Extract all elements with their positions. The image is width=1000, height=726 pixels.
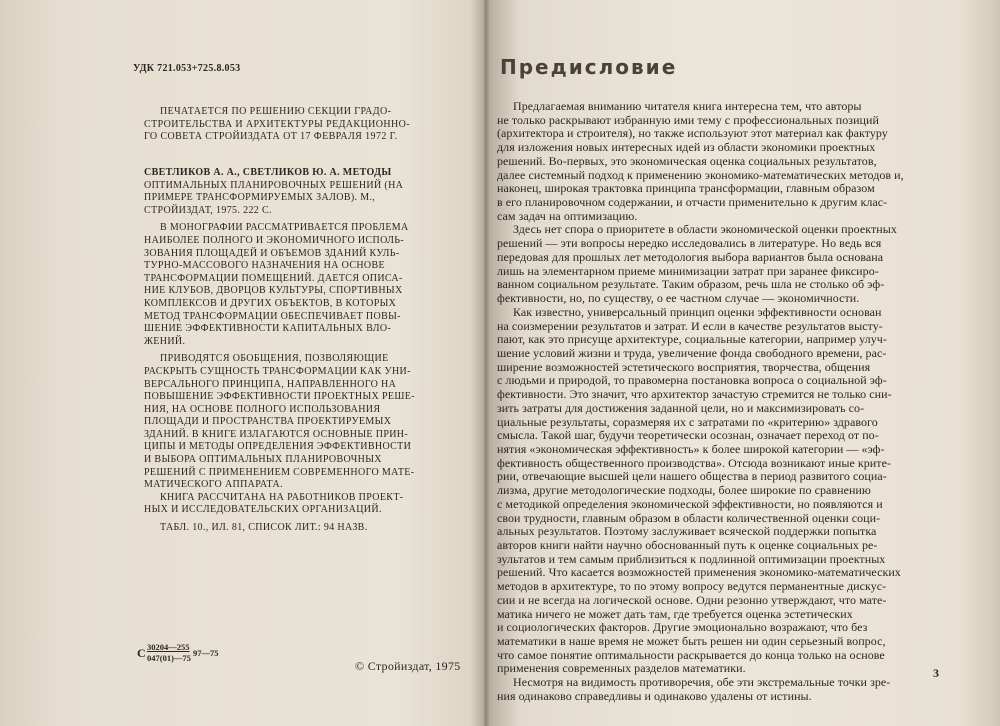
abstract-2-line: РАСКРЫТЬ СУЩНОСТЬ ТРАНСФОРМАЦИИ КАК УНИ- [144, 365, 411, 377]
abstract-paragraph-1 [144, 222, 409, 348]
preface-line: смысла. Такой шаг, будучи теоретически осознан, означает переход от по- [497, 429, 879, 443]
preface-paragraph [497, 223, 942, 305]
page-number: 3 [933, 666, 939, 680]
preface-line: в его планировочном содержании, и отчасти применительно к другим клас- [497, 196, 888, 210]
book-stats: ТАБЛ. 10., ИЛ. 81, СПИСОК ЛИТ.: 94 НАЗВ. [160, 522, 368, 534]
preface-line: рии, отвечающие высшей цели нашего общества в период развитого социа- [497, 470, 887, 484]
preface-line: на соизмерении результатов и затрат. И если в качестве результатов высту- [497, 319, 883, 333]
preface-line: не только раскрывают избранную ими тему с профессиональных позиций [497, 113, 879, 127]
preface-line: далее системный подход к применению экономико-математических методов и, [497, 168, 904, 182]
preface-line: альных результатов. Поэтому заслуживает всяческой поддержки попытка [497, 525, 877, 539]
abstract-1-line: ТРАНСФОРМАЦИИ ПОМЕЩЕНИЙ. ДАЕТСЯ ОПИСА- [144, 272, 403, 284]
preface-paragraph [497, 676, 942, 703]
abstract-2-line: ПОВЫШЕНИЕ ЭФФЕКТИВНОСТИ ПРОЕКТНЫХ РЕШЕ- [144, 391, 415, 403]
citation [144, 167, 404, 217]
preface-line: и социологических факторов. Другие эмоционально возражают, что без [497, 621, 868, 635]
preface-line: зить затраты для достижения заданной цели, но и максимизировать со- [497, 401, 865, 415]
abstract-1-line: В МОНОГРАФИИ РАССМАТРИВАЕТСЯ ПРОБЛЕМА [160, 222, 409, 234]
preface-line: лишь на элементарном приеме минимизации затрат при заранее фиксиро- [497, 264, 879, 278]
preface-line: матика ничего не может дать там, где требуется оценка эстетических [497, 607, 853, 621]
publication-note [144, 106, 410, 144]
preface-line: математики в наше время не может быть решен ни один серьезный вопрос, [497, 635, 886, 649]
catalog-line-1: 30204—255 [147, 642, 190, 652]
abstract-1-line: ЖЕНИЙ. [144, 335, 186, 347]
catalog-index [137, 642, 219, 664]
preface-line: свои трудности, главным образом в области количественной оценки соци- [497, 511, 881, 525]
copyright: © Стройиздат, 1975 [355, 659, 461, 673]
preface-line: ния одинаково справедливы и одинаково удалены от истины. [497, 689, 812, 703]
abstract-1-line: НИЕ КЛУБОВ, ДВОРЦОВ КУЛЬТУРЫ, СПОРТИВНЫХ [144, 285, 403, 297]
preface-line: авторов книги найти научно обоснованный путь к оценке социальных ре- [497, 539, 878, 552]
preface-line: циальные результаты, соразмеряя их с затратами по «критерию» здравого [497, 415, 878, 429]
preface-line: сии и не всегда на логической основе. Одни резонно утверждают, что мате- [497, 593, 887, 607]
abstract-2-line: ПЛОЩАДИ И ПРОСТРАНСТВА ПРОЕКТИРУЕМЫХ [144, 416, 392, 428]
bibliographic-block [144, 167, 415, 535]
preface-line: решений. Что касается возможностей применения экономико-математических [497, 566, 901, 580]
preface-line: наконец, широкая трактовка принципа трансформации, главным образом [497, 182, 875, 196]
abstract-2-line: ЗДАНИЙ. В КНИГЕ ИЗЛАГАЮТСЯ ОСНОВНЫЕ ПРИН- [144, 428, 409, 440]
preface-line: с методикой определения экономической эффективности, но появляются и [497, 497, 883, 511]
preface-line: ванном социальном результате. Таким образом, речь шла не столько об эф- [497, 278, 885, 292]
preface-line: Несмотря на видимость противоречия, обе эти экстремальные точки зре- [513, 676, 891, 690]
abstract-2-line: ПРИВОДЯТСЯ ОБОБЩЕНИЯ, ПОЗВОЛЯЮЩИЕ [160, 353, 389, 365]
publication-note-line: ПЕЧАТАЕТСЯ ПО РЕШЕНИЮ СЕКЦИИ ГРАДО- [160, 106, 392, 117]
abstract-1-line: МЕТОД ТРАНСФОРМАЦИИ ОБЕСПЕЧИВАЕТ ПОВЫ- [144, 310, 401, 322]
preface-line: передовая для прошлых лет методология выбора вариантов была основана [497, 250, 884, 264]
preface-line: что самое понятие оптимальности раскрывается до конца только на основе [497, 648, 885, 662]
preface-line: методов в архитектуре, то по этому вопросу ведутся перманентные дискус- [497, 580, 887, 594]
abstract-1-line: КОМПЛЕКСОВ И ДРУГИХ ОБЪЕКТОВ, В КОТОРЫХ [144, 297, 397, 309]
preface-line: сам задач на оптимизацию. [497, 209, 638, 223]
preface-line: решений. Во-первых, это экономическая оценка социальных результатов, [497, 154, 877, 168]
preface-line: фективности. Это значит, что архитектор зачастую стремится не только сни- [497, 388, 892, 402]
preface-line: пают, как это присуще архитектуре, социальные категории, например улуч- [497, 333, 887, 347]
citation-line: ОПТИМАЛЬНЫХ ПЛАНИРОВОЧНЫХ РЕШЕНИЙ (НА [144, 179, 404, 191]
citation-line: СВЕТЛИКОВ А. А., СВЕТЛИКОВ Ю. А. МЕТОДЫ [144, 167, 392, 178]
preface-line: фективность общественного производства». Отсюда возникают иные крите- [497, 456, 891, 470]
abstract-2-line: НИЯ, НА ОСНОВЕ ПОЛНОГО ИСПОЛЬЗОВАНИЯ [144, 403, 381, 415]
preface-paragraph [497, 100, 942, 223]
audience-line: НЫХ И ИССЛЕДОВАТЕЛЬСКИХ ОРГАНИЗАЦИЙ. [144, 504, 382, 516]
udk-code: УДК 721.053+725.8.053 [133, 63, 241, 74]
preface-line: решений — эти вопросы нередко исследовались в литературе. Но ведь вся [497, 237, 882, 251]
abstract-2-line: И ВЫБОРА ОПТИМАЛЬНЫХ ПЛАНИРОВОЧНЫХ [144, 454, 382, 466]
citation-line: ПРИМЕРЕ ТРАНСФОРМИРУЕМЫХ ЗАЛОВ). М., [144, 192, 376, 204]
preface-line: лизма, другие методологические подходы, более широкие по сравнению [497, 484, 871, 498]
preface-line: Как известно, универсальный принцип оценки эффективности основан [513, 305, 882, 319]
preface-line: для изложения новых интересных идей из области экономики проектных [497, 141, 876, 155]
abstract-1-line: НАИБОЛЕЕ ПОЛНОГО И ЭКОНОМИЧНОГО ИСПОЛЬ- [144, 234, 405, 246]
preface-line: зультатов и тем самым приблизиться к подлинной оптимизации проектных [497, 552, 886, 566]
preface-line: применения современных разделов математики. [497, 662, 746, 676]
audience-note [144, 491, 404, 517]
abstract-1-line: ШЕНИЕ ЭФФЕКТИВНОСТИ КАПИТАЛЬНЫХ ВЛО- [144, 323, 392, 335]
abstract-2-line: РЕШЕНИЙ С ПРИМЕНЕНИЕМ СОВРЕМЕННОГО МАТЕ- [144, 466, 415, 478]
publication-note-line: ГО СОВЕТА СТРОЙИЗДАТА ОТ 17 ФЕВРАЛЯ 1972 Г. [144, 131, 398, 143]
abstract-1-line: ЗОВАНИЯ ПЛОЩАДЕЙ И ОБЪЕМОВ ЗДАНИЙ КУЛЬ- [144, 247, 400, 259]
preface-line: Здесь нет спора о приоритете в области экономической оценки проектных [513, 223, 897, 237]
abstract-paragraph-2 [144, 353, 415, 492]
catalog-letter: С [137, 646, 146, 660]
page-title: Предисловие [500, 55, 678, 79]
preface-line: с людьми и природой, то правомерна постановка вопроса о социальной эф- [497, 374, 887, 388]
preface-line: ширение возможностей эстетического восприятия, творчества, общения [497, 360, 871, 374]
publication-note-line: СТРОИТЕЛЬСТВА И АРХИТЕКТУРЫ РЕДАКЦИОННО- [144, 118, 410, 130]
abstract-2-line: ЦИПЫ И МЕТОДЫ ОПРЕДЕЛЕНИЯ ЭФФЕКТИВНОСТИ [144, 441, 412, 453]
catalog-line-2 [147, 648, 219, 664]
abstract-2-line: ВЕРСАЛЬНОГО ПРИНЦИПА, НАПРАВЛЕННОГО НА [144, 378, 397, 390]
abstract-2-line: МАТИЧЕСКОГО АППАРАТА. [144, 479, 283, 491]
preface-line: нятия «экономическая эффективность» к более широкой категории — «эф- [497, 442, 885, 456]
audience-line: КНИГА РАССЧИТАНА НА РАБОТНИКОВ ПРОЕКТ- [160, 491, 404, 503]
catalog-suffix: 97—75 [193, 648, 219, 658]
preface-line: (архитектора и строителя), но также используют этот материал как фактуру [497, 127, 888, 141]
citation-line: СТРОЙИЗДАТ, 1975. 222 С. [144, 204, 272, 216]
abstract-1-line: ТУРНО-МАССОВОГО НАЗНАЧЕНИЯ НА ОСНОВЕ [144, 260, 385, 272]
preface-line: шение условий жизни и труда, увеличение фонда свободного времени, рас- [497, 346, 887, 360]
preface-line: Предлагаемая вниманию читателя книга интересна тем, что авторы [513, 100, 862, 113]
catalog-line-2-text: 047(01)—75 [147, 653, 191, 663]
preface-line: фективности, но, по существу, о ее частном случае — экономичности. [497, 292, 860, 306]
preface-paragraph [497, 306, 942, 676]
preface-text [497, 100, 942, 704]
